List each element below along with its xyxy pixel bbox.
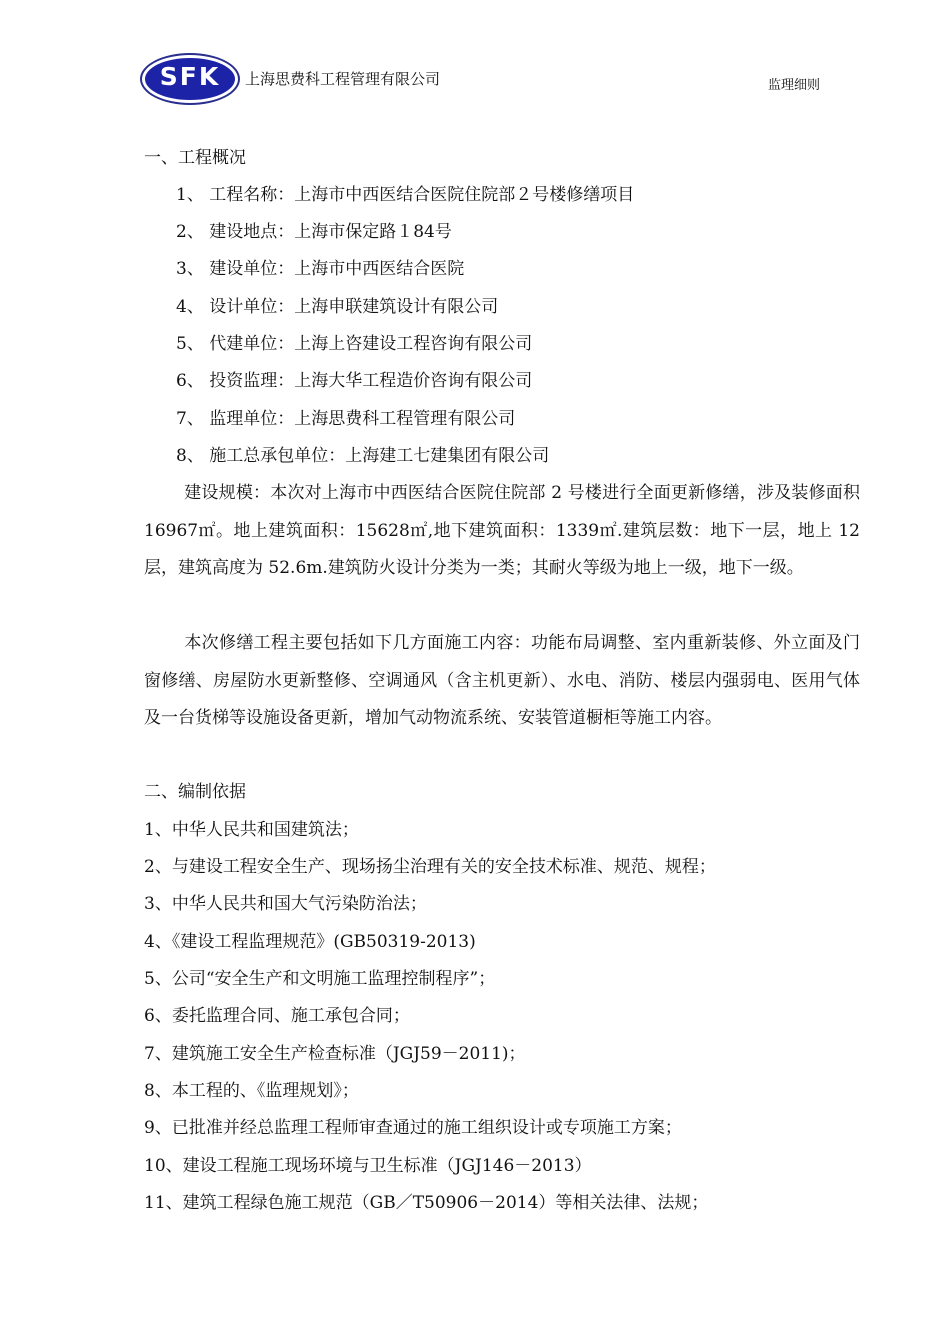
- list-item: 3、 建设单位：上海市中西医结合医院: [176, 259, 465, 279]
- scale-paragraph: [144, 475, 860, 588]
- scale-paragraph-text: 建设规模：本次对上海市中西医结合医院住院部 2 号楼进行全面更新修缮，涉及装修面积 16967㎡。地上建筑面积：15628㎡,地下建筑面积：1339㎡.建筑层数：地下一层，地上 12 层，建筑高度为 52.6m.建筑防火设计分类为一类；其耐火等级为地上一级，地下一级。: [144, 483, 860, 578]
- list-item: 8、本工程的、《监理规划》；: [144, 1081, 359, 1101]
- section-title: 一、工程概况: [144, 148, 246, 168]
- list-item: 4、《建设工程监理规范》(GB50319-2013): [144, 932, 476, 952]
- list-item: 8、 施工总承包单位：上海建工七建集团有限公司: [176, 446, 550, 466]
- page-header: [140, 50, 830, 110]
- list-item: 9、已批准并经总监理工程师审查通过的施工组织设计或专项施工方案；: [144, 1118, 682, 1138]
- list-item: 7、建筑施工安全生产检查标准（JGJ59－2011)；: [144, 1044, 526, 1064]
- list-item: 7、 监理单位：上海思费科工程管理有限公司: [176, 409, 516, 429]
- company-logo: [140, 53, 244, 108]
- list-item: 1、 工程名称：上海市中西医结合医院住院部２号楼修缮项目: [176, 185, 635, 205]
- section-title: 二、编制依据: [144, 782, 246, 802]
- list-item: 1、中华人民共和国建筑法；: [144, 820, 359, 840]
- list-item: 2、 建设地点：上海市保定路１84号: [176, 222, 452, 242]
- content-paragraph: [144, 625, 860, 738]
- list-item: 11、建筑工程绿色施工规范（GB／T50906－2014）等相关法律、法规；: [144, 1193, 709, 1213]
- list-item: 4、 设计单位：上海申联建筑设计有限公司: [176, 297, 499, 317]
- document-type: 监理细则: [767, 78, 820, 93]
- list-item: 2、与建设工程安全生产、现场扬尘治理有关的安全技术标准、规范、规程；: [144, 857, 716, 877]
- logo-text: SFK: [159, 62, 221, 91]
- company-name: 上海思费科工程管理有限公司: [245, 70, 441, 88]
- list-item: 5、公司“安全生产和文明施工监理控制程序”；: [144, 969, 496, 989]
- list-item: 3、中华人民共和国大气污染防治法；: [144, 894, 427, 914]
- content-paragraph-text: 本次修缮工程主要包括如下几方面施工内容：功能布局调整、室内重新装修、外立面及门窗修缮、房屋防水更新整修、空调通风（含主机更新）、水电、消防、楼层内强弱电、医用气体及一台货梯等设施设备更新，增加气动物流系统、安装管道橱柜等施工内容。: [144, 633, 860, 728]
- list-item: 5、 代建单位：上海上咨建设工程咨询有限公司: [176, 334, 533, 354]
- list-item: 6、 投资监理：上海大华工程造价咨询有限公司: [176, 371, 533, 391]
- list-item: 6、委托监理合同、施工承包合同；: [144, 1006, 410, 1026]
- list-item: 10、建设工程施工现场环境与卫生标准（JGJ146－2013）: [144, 1156, 592, 1176]
